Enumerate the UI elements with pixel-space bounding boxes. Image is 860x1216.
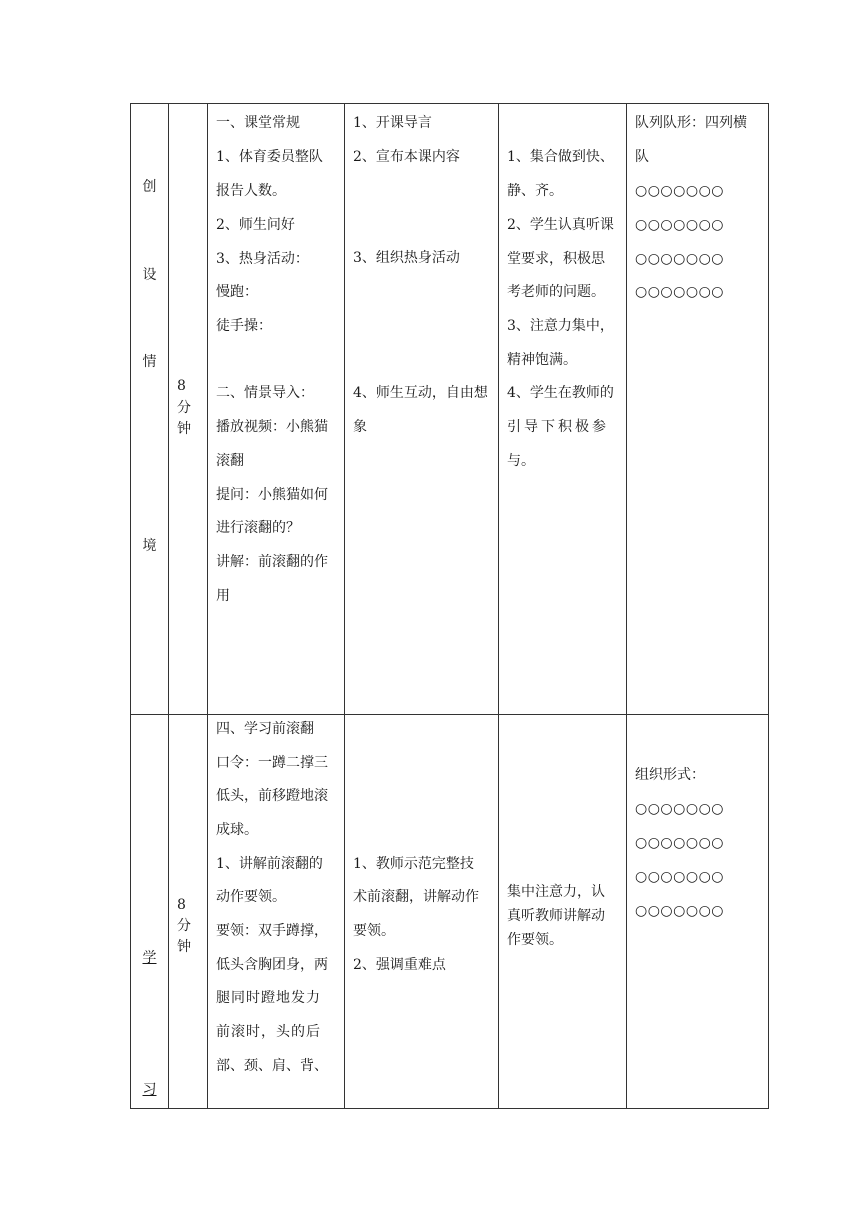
content-line: 讲解：前滚翻的作 — [216, 554, 328, 570]
teacher-line: 象 — [353, 419, 367, 435]
time-cell — [169, 714, 208, 1108]
content-line: 进行滚翻的？ — [216, 520, 300, 536]
teacher-activity-cell — [345, 714, 499, 1108]
student-line: 真听教师讲解动 — [507, 907, 605, 924]
content-line: 1、讲解前滚翻的 — [216, 855, 323, 872]
content-line: 二、情景导入： — [216, 385, 314, 401]
section-label-char: 创 — [142, 179, 157, 195]
teacher-line: 术前滚翻，讲解动作 — [353, 888, 479, 905]
content-line: 2、师生问好 — [216, 217, 295, 233]
organization-cell — [627, 714, 769, 1108]
student-line: 精神饱满。 — [507, 352, 577, 368]
teacher-activity-cell — [345, 104, 499, 715]
content-line: 腿同时蹬地发力 — [216, 989, 321, 1006]
formation-row: ○○○○○○○ — [635, 834, 725, 851]
time-text: 8 — [177, 896, 186, 913]
student-line: 堂要求，积极思 — [507, 251, 605, 267]
section-label-char: 设 — [142, 267, 157, 283]
content-line: 报告人数。 — [216, 183, 286, 199]
student-line: 考老师的问题。 — [507, 284, 605, 300]
content-line: 成球。 — [216, 821, 258, 838]
time-text: 分 — [177, 917, 191, 934]
section-row-learning — [131, 714, 769, 1108]
content-line: 徒手操： — [216, 318, 272, 334]
section-label-char: 境 — [142, 538, 157, 554]
lesson-plan-table — [130, 103, 769, 1109]
student-line: 引导下积极参 — [507, 419, 609, 435]
student-line: 1、集合做到快、 — [507, 149, 614, 165]
org-line: 队列队形：四列横 — [635, 115, 747, 131]
student-activity-cell — [499, 104, 627, 715]
content-line: 滚翻 — [216, 453, 244, 469]
content-line: 慢跑： — [216, 284, 258, 300]
teacher-line: 3、组织热身活动 — [353, 250, 460, 266]
section-label-cell — [131, 104, 169, 715]
student-line: 作要领。 — [507, 931, 563, 948]
formation-row: ○○○○○○○ — [635, 217, 725, 233]
time-cell — [169, 104, 208, 715]
student-line: 3、注意力集中， — [507, 318, 614, 334]
teacher-line: 2、强调重难点 — [353, 956, 446, 973]
content-line: 低头含胸团身，两 — [216, 956, 328, 973]
content-line: 用 — [216, 588, 230, 604]
org-line: 组织形式： — [635, 766, 705, 783]
student-line: 静、齐。 — [507, 183, 563, 199]
teacher-line: 1、开课导言 — [353, 115, 432, 131]
content-line: 低头，前移蹬地滚 — [216, 787, 328, 804]
formation-row: ○○○○○○○ — [635, 868, 725, 885]
teacher-line: 要领。 — [353, 922, 395, 939]
content-line: 部、颈、肩、背、 — [216, 1057, 328, 1074]
time-text: 8 — [177, 378, 186, 394]
student-line: 2、学生认真听课 — [507, 217, 614, 233]
content-line: 一、课堂常规 — [216, 115, 300, 131]
content-line: 1、体育委员整队 — [216, 149, 323, 165]
content-line: 要领：双手蹲撑， — [216, 922, 328, 939]
section-label-char: 情 — [142, 354, 157, 370]
teacher-line: 1、教师示范完整技 — [353, 855, 474, 872]
content-line: 口令：一蹲二撑三 — [216, 754, 328, 771]
student-line: 集中注意力，认 — [507, 883, 605, 900]
content-line: 动作要领。 — [216, 888, 286, 905]
content-line: 提问：小熊猫如何 — [216, 487, 328, 503]
section-label-char: 习 — [142, 1081, 157, 1098]
content-line: 四、学习前滚翻 — [216, 720, 314, 737]
teacher-line: 4、师生互动，自由想 — [353, 385, 488, 401]
student-line: 与。 — [507, 453, 535, 469]
formation-row: ○○○○○○○ — [635, 800, 725, 817]
formation-row: ○○○○○○○ — [635, 251, 725, 267]
section-label-char: 学 — [142, 949, 157, 966]
time-text: 钟 — [177, 938, 191, 955]
student-line: 4、学生在教师的 — [507, 385, 614, 401]
content-line: 播放视频：小熊猫 — [216, 419, 328, 435]
formation-row: ○○○○○○○ — [635, 183, 725, 199]
org-line: 队 — [635, 149, 649, 165]
formation-row: ○○○○○○○ — [635, 284, 725, 300]
student-activity-cell — [499, 714, 627, 1108]
content-cell — [208, 104, 345, 715]
teacher-line: 2、宣布本课内容 — [353, 149, 460, 165]
content-line: 3、热身活动： — [216, 251, 309, 267]
formation-row: ○○○○○○○ — [635, 902, 725, 919]
organization-cell — [627, 104, 769, 715]
time-text: 分 — [177, 400, 191, 416]
content-line: 前滚时，头的后 — [216, 1023, 321, 1040]
section-label-cell — [131, 714, 169, 1108]
section-row-situation — [131, 104, 769, 715]
content-cell — [208, 714, 345, 1108]
time-text: 钟 — [177, 421, 191, 437]
